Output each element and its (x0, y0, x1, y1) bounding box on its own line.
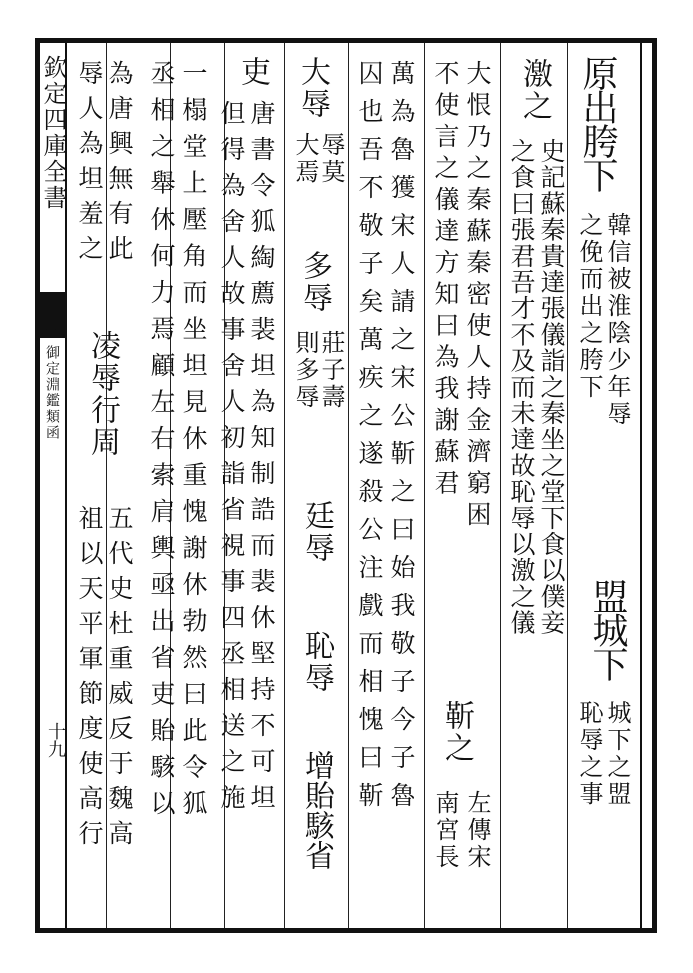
entry-note: 辱莫 (317, 132, 345, 186)
entry-text: 祖以天平軍節度使高行 (75, 505, 104, 855)
spine-subtitle: 御定淵鑑類函 (44, 345, 60, 441)
entry-note: 南宮長 (431, 790, 459, 871)
column-rule (284, 43, 285, 928)
entry-text: 一榻堂上壓角而坐坦見休重愧謝休勃然曰此令狐 (179, 60, 208, 827)
entry-heading: 凌辱行周 (85, 330, 120, 458)
entry-heading: 原出胯下 (577, 55, 618, 191)
entry-heading: 吏 (235, 56, 270, 88)
entry-text: 囚也吾不敬子矣萬疾之遂殺公注戲而相愧曰靳 (355, 60, 384, 820)
entry-text: 不使言之儀達方知曰為我謝蘇君 (431, 60, 460, 501)
entry-text: 但得為舍人故事舍人初詣省視事四丞相送之施 (217, 100, 246, 820)
entry-heading: 恥辱 (299, 630, 334, 694)
entry-text: 唐書令狐綯薦裴坦為知制誥而裴休堅持不可坦 (247, 100, 276, 820)
entry-note: 大焉 (291, 132, 319, 186)
entry-text: 史記蘇秦貴達張儀詣之秦坐之堂下食以僕妾 (537, 138, 566, 636)
column-rule (348, 43, 349, 928)
page-number: 十九 (45, 722, 66, 758)
column-rule (424, 43, 425, 928)
entry-note: 左傳宋 (463, 790, 491, 871)
entry-heading: 大辱 (295, 56, 330, 120)
entry-text: 之食曰張君吾才不及而未達故恥辱以激之儀 (507, 138, 536, 636)
entry-note: 則多辱 (291, 330, 319, 411)
column-rule (500, 43, 501, 928)
entry-heading: 激之 (517, 58, 552, 122)
entry-heading: 多辱 (297, 250, 332, 314)
entry-text: 五代史杜重威反于魏高 (105, 505, 134, 855)
entry-heading: 廷辱 (299, 500, 334, 564)
entry-heading: 盟城下 (587, 578, 628, 680)
entry-text: 丞相之舉休何力焉顧左右索肩輿亟出省吏貽駭以 (147, 60, 176, 827)
entry-note: 莊子壽 (317, 330, 345, 411)
spine-title: 欽定四庫全書 (39, 55, 67, 211)
frame-inner-rule (640, 38, 642, 933)
entry-text: 萬為魯獲宋人請之宋公靳之曰始我敬子今子魯 (387, 60, 416, 820)
entry-text: 為唐興無有此 (105, 60, 134, 270)
entry-text: 辱人為坦羞之 (75, 60, 104, 270)
entry-note: 恥辱之事 (575, 700, 603, 808)
entry-note: 韓信被淮陰少年辱 (603, 212, 631, 428)
fishtail-chevron (35, 318, 67, 340)
entry-note: 之俛而出之胯下 (575, 212, 603, 401)
entry-text: 大恨乃之秦蘇秦密使人持金濟窮困 (463, 60, 492, 533)
entry-heading: 增貽駭省 (299, 750, 334, 870)
column-rule (567, 43, 568, 928)
entry-note: 城下之盟 (603, 700, 631, 808)
entry-heading: 靳之 (439, 700, 474, 764)
